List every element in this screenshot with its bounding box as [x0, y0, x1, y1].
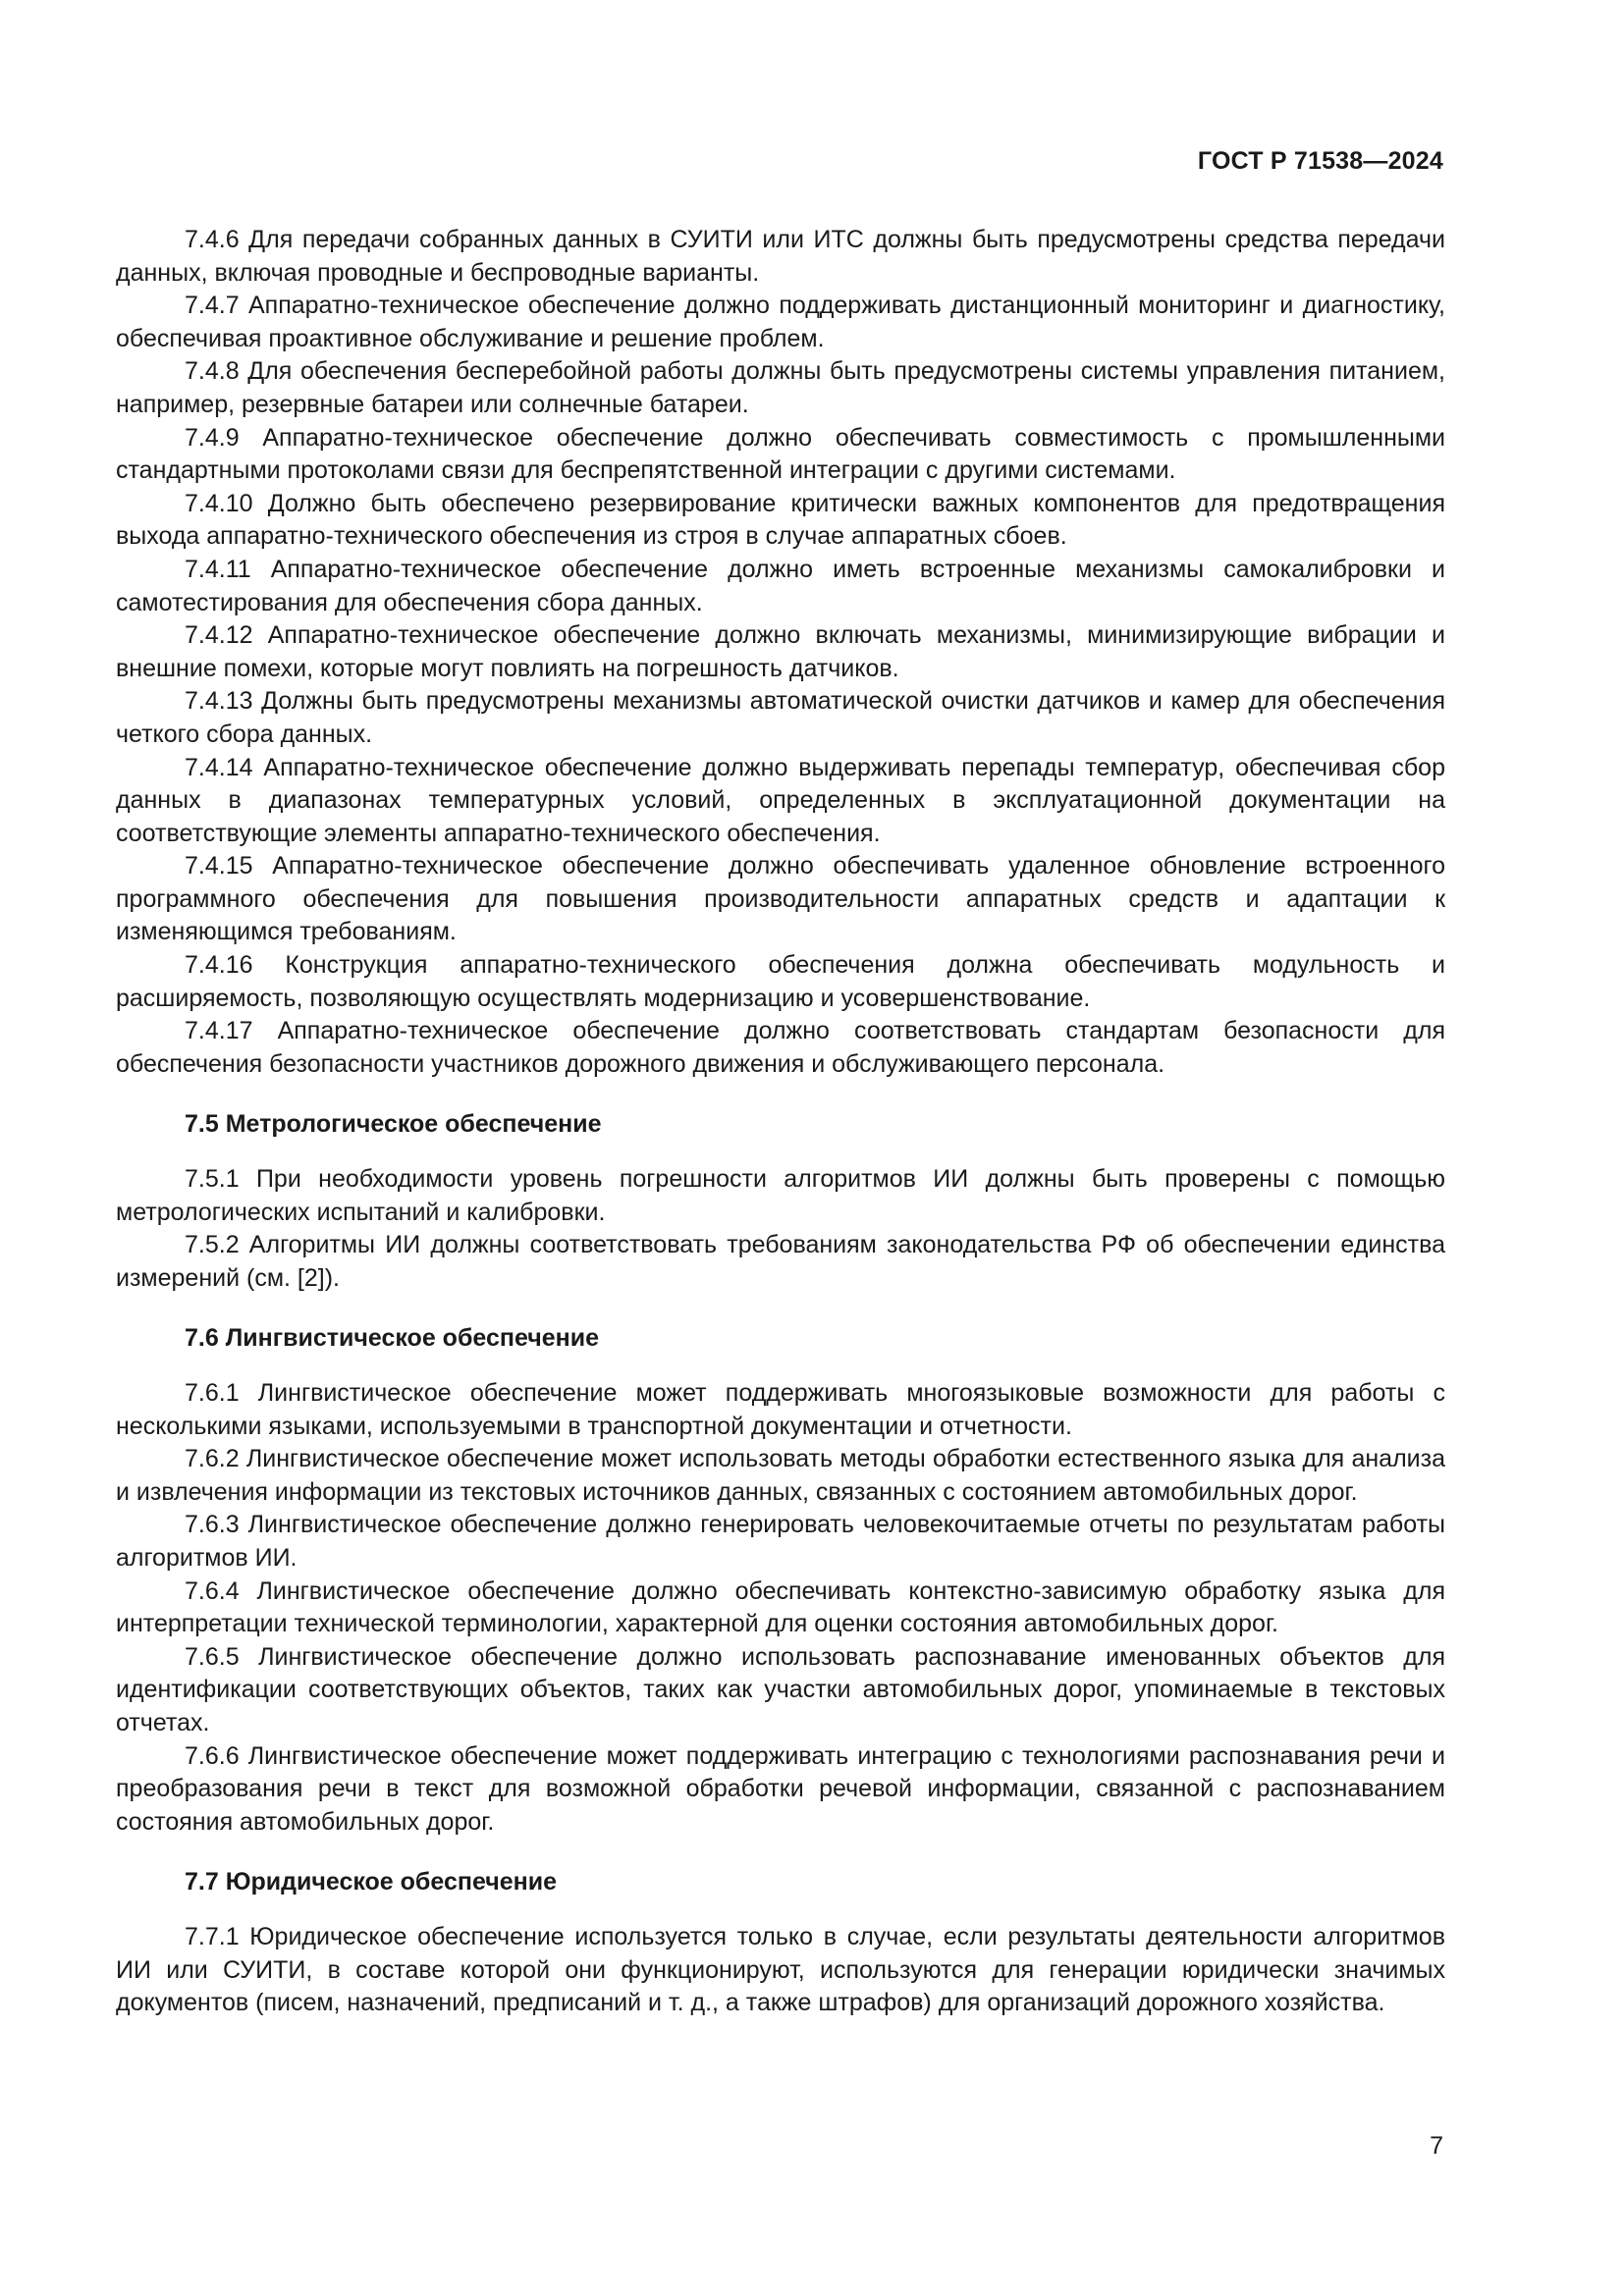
paragraph-7-4-10: 7.4.10 Должно быть обеспечено резервирование критически важных компонентов для предотвращения выхода аппаратно-технического обеспечения из строя в случае аппаратных сбоев. — [116, 489, 1445, 551]
paragraph-7-6-3: 7.6.3 Лингвистическое обеспечение должно генерировать человекочитаемые отчеты по результатам работы алгоритмов ИИ. — [116, 1511, 1445, 1572]
paragraph-7-4-12: 7.4.12 Аппаратно-техническое обеспечение должно включать механизмы, минимизирующие вибрации и внешние помехи, которые могут повлиять на погрешность датчиков. — [116, 621, 1445, 682]
paragraph-7-4-14: 7.4.14 Аппаратно-техническое обеспечение должно выдерживать перепады температур, обеспечивая сбор данных в диапазонах температурных условий, определенных в эксплуатационной документации на соответствующие элементы аппаратно-технического обеспечения. — [116, 753, 1445, 847]
paragraph-7-5-2: 7.5.2 Алгоритмы ИИ должны соответствовать требованиям законодательства РФ об обеспечении единства измерений (см. [2]). — [116, 1231, 1445, 1292]
document-id-header: ГОСТ Р 71538—2024 — [1197, 147, 1443, 175]
paragraph-7-4-13: 7.4.13 Должны быть предусмотрены механизмы автоматической очистки датчиков и камер для обеспечения четкого сбора данных. — [116, 687, 1445, 748]
paragraph-7-6-4: 7.6.4 Лингвистическое обеспечение должно обеспечивать контекстно-зависимую обработку языка для интерпретации технической терминологии, характерной для оценки состояния автомобильных дорог. — [116, 1576, 1445, 1638]
paragraph-7-6-5: 7.6.5 Лингвистическое обеспечение должно использовать распознавание именованных объектов для идентификации соответствующих объектов, таких как участки автомобильных дорог, упоминаемые в текстовых отчетах. — [116, 1642, 1445, 1736]
paragraph-7-4-11: 7.4.11 Аппаратно-техническое обеспечение должно иметь встроенные механизмы самокалибровки и самотестирования для обеспечения сбора данных. — [116, 555, 1445, 616]
paragraph-7-6-2: 7.6.2 Лингвистическое обеспечение может использовать методы обработки естественного языка для анализа и извлечения информации из текстовых источников данных, связанных с состоянием автомобильных дорог. — [116, 1445, 1445, 1506]
section-title-7-6: 7.6 Лингвистическое обеспечение — [185, 1324, 600, 1353]
paragraph-7-4-17: 7.4.17 Аппаратно-техническое обеспечение должно соответствовать стандартам безопасности для обеспечения безопасности участников дорожного движения и обслуживающего персонала. — [116, 1017, 1445, 1078]
paragraph-7-4-8: 7.4.8 Для обеспечения бесперебойной работы должны быть предусмотрены системы управления питанием, например, резервные батареи или солнечные батареи. — [116, 357, 1445, 418]
paragraph-7-7-1: 7.7.1 Юридическое обеспечение используется только в случае, если результаты деятельности алгоритмов ИИ или СУИТИ, в составе которой они функционируют, используются для генерации юридически значимых документов (писем, назначений, предписаний и т. д., а также штрафов) для организаций дорожного хозяйства. — [116, 1922, 1445, 2017]
paragraph-7-6-6: 7.6.6 Лингвистическое обеспечение может поддерживать интеграцию с технологиями распознавания речи и преобразования речи в текст для возможной обработки речевой информации, связанной с распознаванием состояния автомобильных дорог. — [116, 1741, 1445, 1836]
paragraph-7-6-1: 7.6.1 Лингвистическое обеспечение может поддерживать многоязыковые возможности для работы с несколькими языками, используемыми в транспортной документации и отчетности. — [116, 1379, 1445, 1440]
paragraph-7-4-7: 7.4.7 Аппаратно-техническое обеспечение должно поддерживать дистанционный мониторинг и диагностику, обеспечивая проактивное обслуживание и решение проблем. — [116, 292, 1445, 352]
paragraph-7-4-9: 7.4.9 Аппаратно-техническое обеспечение должно обеспечивать совместимость с промышленными стандартными протоколами связи для беспрепятственной интеграции с другими системами. — [116, 423, 1445, 485]
section-title-7-5: 7.5 Метрологическое обеспечение — [185, 1110, 602, 1139]
paragraph-7-4-16: 7.4.16 Конструкция аппаратно-технического обеспечения должна обеспечивать модульность и расширяемость, позволяющую осуществлять модернизацию и усовершенствование. — [116, 951, 1445, 1012]
document-body — [116, 224, 1445, 2020]
paragraph-7-4-15: 7.4.15 Аппаратно-техническое обеспечение должно обеспечивать удаленное обновление встроенного программного обеспечения для повышения производительности аппаратных средств и адаптации к изменяющимся требованиям. — [116, 852, 1445, 946]
section-title-7-7: 7.7 Юридическое обеспечение — [185, 1868, 558, 1896]
paragraph-7-4-6: 7.4.6 Для передачи собранных данных в СУИТИ или ИТС должны быть предусмотрены средства передачи данных, включая проводные и беспроводные варианты. — [116, 226, 1445, 287]
paragraph-7-5-1: 7.5.1 При необходимости уровень погрешности алгоритмов ИИ должны быть проверены с помощью метрологических испытаний и калибровки. — [116, 1165, 1445, 1226]
page-number: 7 — [1430, 2132, 1443, 2160]
